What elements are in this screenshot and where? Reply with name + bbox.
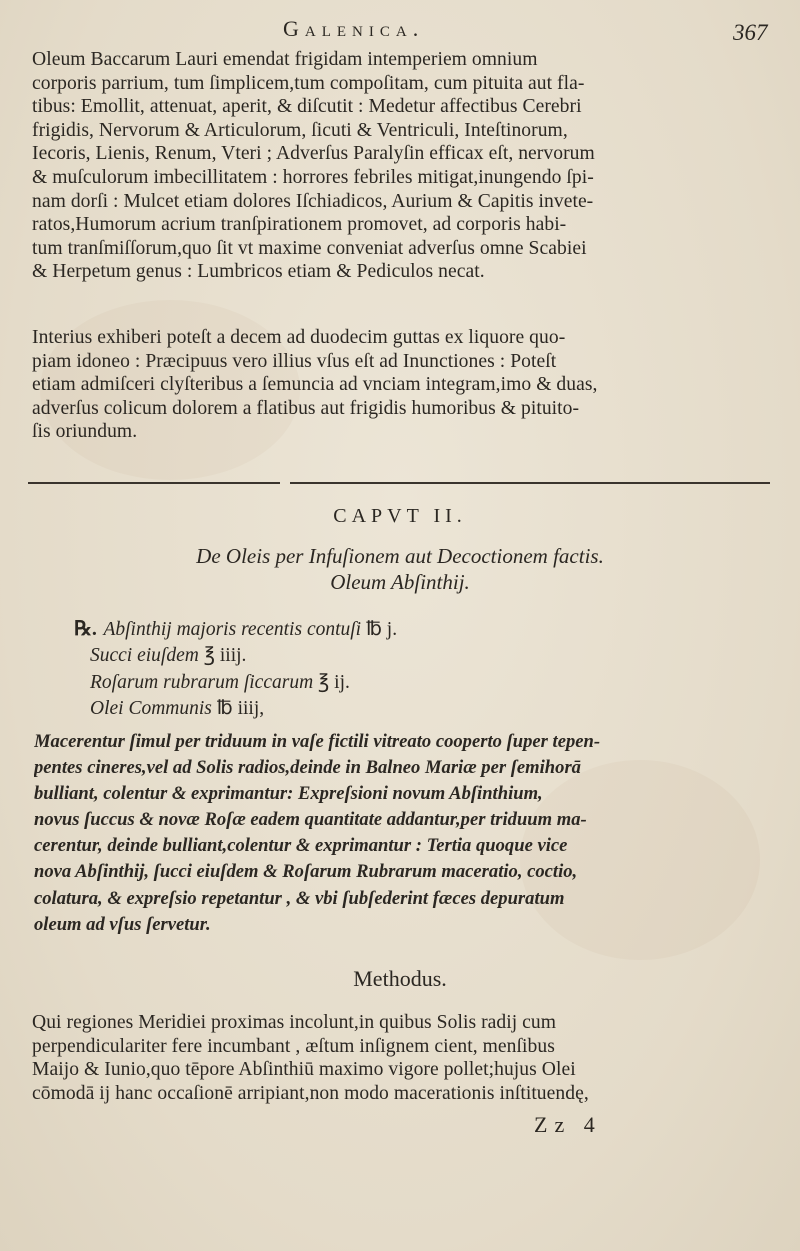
text-line: novus ſuccus & novæ Roſæ eadem quantitate addantur,per triduum ma- (34, 809, 587, 831)
paragraph-method (32, 1011, 772, 1105)
recipe-item (74, 616, 397, 643)
text-line: pentes cineres,vel ad Solis radios,deinde in Balneo Mariæ per ſemihorā (34, 757, 581, 779)
text-line: tum tranſmiſſorum,quo ſit vt maxime conveniat adverſus omne Scabiei (32, 237, 587, 259)
text-line: Maijo & Iunio,quo tēpore Abſinthiū maximo vigore pollet;hujus Olei (32, 1059, 576, 1081)
page-number: 367 (733, 20, 768, 45)
text-line: nova Abſinthij, ſucci eiuſdem & Roſarum Rubrarum maceratio, coctio, (34, 861, 578, 883)
chapter-subtitle: De Oleis per Infuſionem aut Decoctionem factis. (196, 544, 604, 568)
recipe-ingredient: Abſinthij majoris recentis contuſi (103, 619, 362, 640)
text-line: Oleum Baccarum Lauri emendat frigidam intemperiem omnium (32, 49, 538, 70)
text-line: etiam admiſceri clyſteribus a ſemuncia ad vnciam integram,imo & duas, (32, 374, 598, 396)
running-head: Galenica. (283, 16, 425, 41)
text-line: adverſus colicum dolorem a flatibus aut frigidis humoribus & pituito- (32, 397, 580, 419)
text-line: corporis parrium, tum ſimplicem,tum compoſitam, cum pituita aut fla- (32, 72, 585, 94)
text-line: ſis oriundum. (32, 421, 138, 443)
text-line: bulliant, colentur & exprimantur: Expreſsioni novum Abſinthium, (34, 783, 543, 805)
text-line: cerentur, deinde bulliant,colentur & exprimantur : Tertia quoque vice (34, 835, 568, 857)
text-line: piam idoneo : Præcipuus vero illius vſus eſt ad Inunctiones : Poteſt (32, 350, 557, 372)
recipe-item (74, 643, 397, 669)
text-line: & Herpetum genus : Lumbricos etiam & Pediculos necat. (32, 261, 485, 283)
recipe-instructions (34, 729, 774, 938)
text-line: oleum ad vſus ſervetur. (34, 913, 211, 935)
recipe-symbol: ℞. (74, 618, 97, 640)
method-title: Methodus. (353, 966, 447, 991)
divider-rule (290, 482, 770, 484)
recipe-item (74, 670, 397, 696)
text-line: & muſculorum imbecillitatem : horrores febriles mitigat,inungendo ſpi- (32, 166, 594, 188)
recipe-ingredient: Succi eiuſdem (90, 645, 199, 667)
text-line: cōmodā ij hanc occaſionē arripiant,non modo macerationis inſtituendę, (32, 1082, 589, 1104)
recipe-ingredient: Olei Communis (90, 698, 212, 720)
text-line: ratos,Humorum acrium tranſpirationem promovet, ad corporis habi- (32, 214, 567, 236)
paragraph-laurel-oil (32, 48, 772, 284)
text-line: perpendiculariter fere incumbant , æſtum inſignem cient, menſibus (32, 1035, 555, 1057)
recipe-quantity: ℥ iiij. (203, 645, 247, 667)
catchword-signature: Zz 4 (534, 1112, 602, 1137)
text-line: Iecoris, Lienis, Renum, Vteri ; Adverſus Paralyſin efficax eſt, nervorum (32, 143, 595, 165)
recipe-quantity: ℔ iiij, (216, 698, 265, 720)
text-line: tibus: Emollit, attenuat, aperit, & diſcutit : Medetur affectibus Cerebri (32, 96, 582, 118)
text-line: Interius exhiberi poteſt a decem ad duodecim guttas ex liquore quo- (32, 327, 566, 348)
divider-rule (28, 482, 280, 484)
recipe-item (74, 696, 397, 722)
recipe-quantity: ℥ ij. (318, 671, 350, 693)
recipe-ingredient: Roſarum rubrarum ſiccarum (90, 671, 314, 693)
chapter-title: CAPVT II. (333, 505, 467, 527)
text-line: Qui regiones Meridiei proximas incolunt,in quibus Solis radij cum (32, 1012, 557, 1033)
text-line: colatura, & expreſsio repetantur , & vbi ſubſederint fæces depuratum (34, 887, 565, 909)
text-line: frigidis, Nervorum & Articulorum, ſicuti & Ventriculi, Inteſtinorum, (32, 119, 568, 141)
oil-title: Oleum Abſinthij. (330, 570, 470, 594)
recipe-quantity: ℔ j. (365, 619, 398, 640)
paragraph-internal-use (32, 326, 772, 444)
text-line: nam dorſi : Mulcet etiam dolores Iſchiadicos, Aurium & Capitis invete- (32, 190, 594, 212)
page-header (0, 16, 800, 46)
recipe-list (74, 616, 397, 723)
text-line: Macerentur ſimul per triduum in vaſe fictili vitreato cooperto ſuper tepen- (34, 731, 601, 752)
